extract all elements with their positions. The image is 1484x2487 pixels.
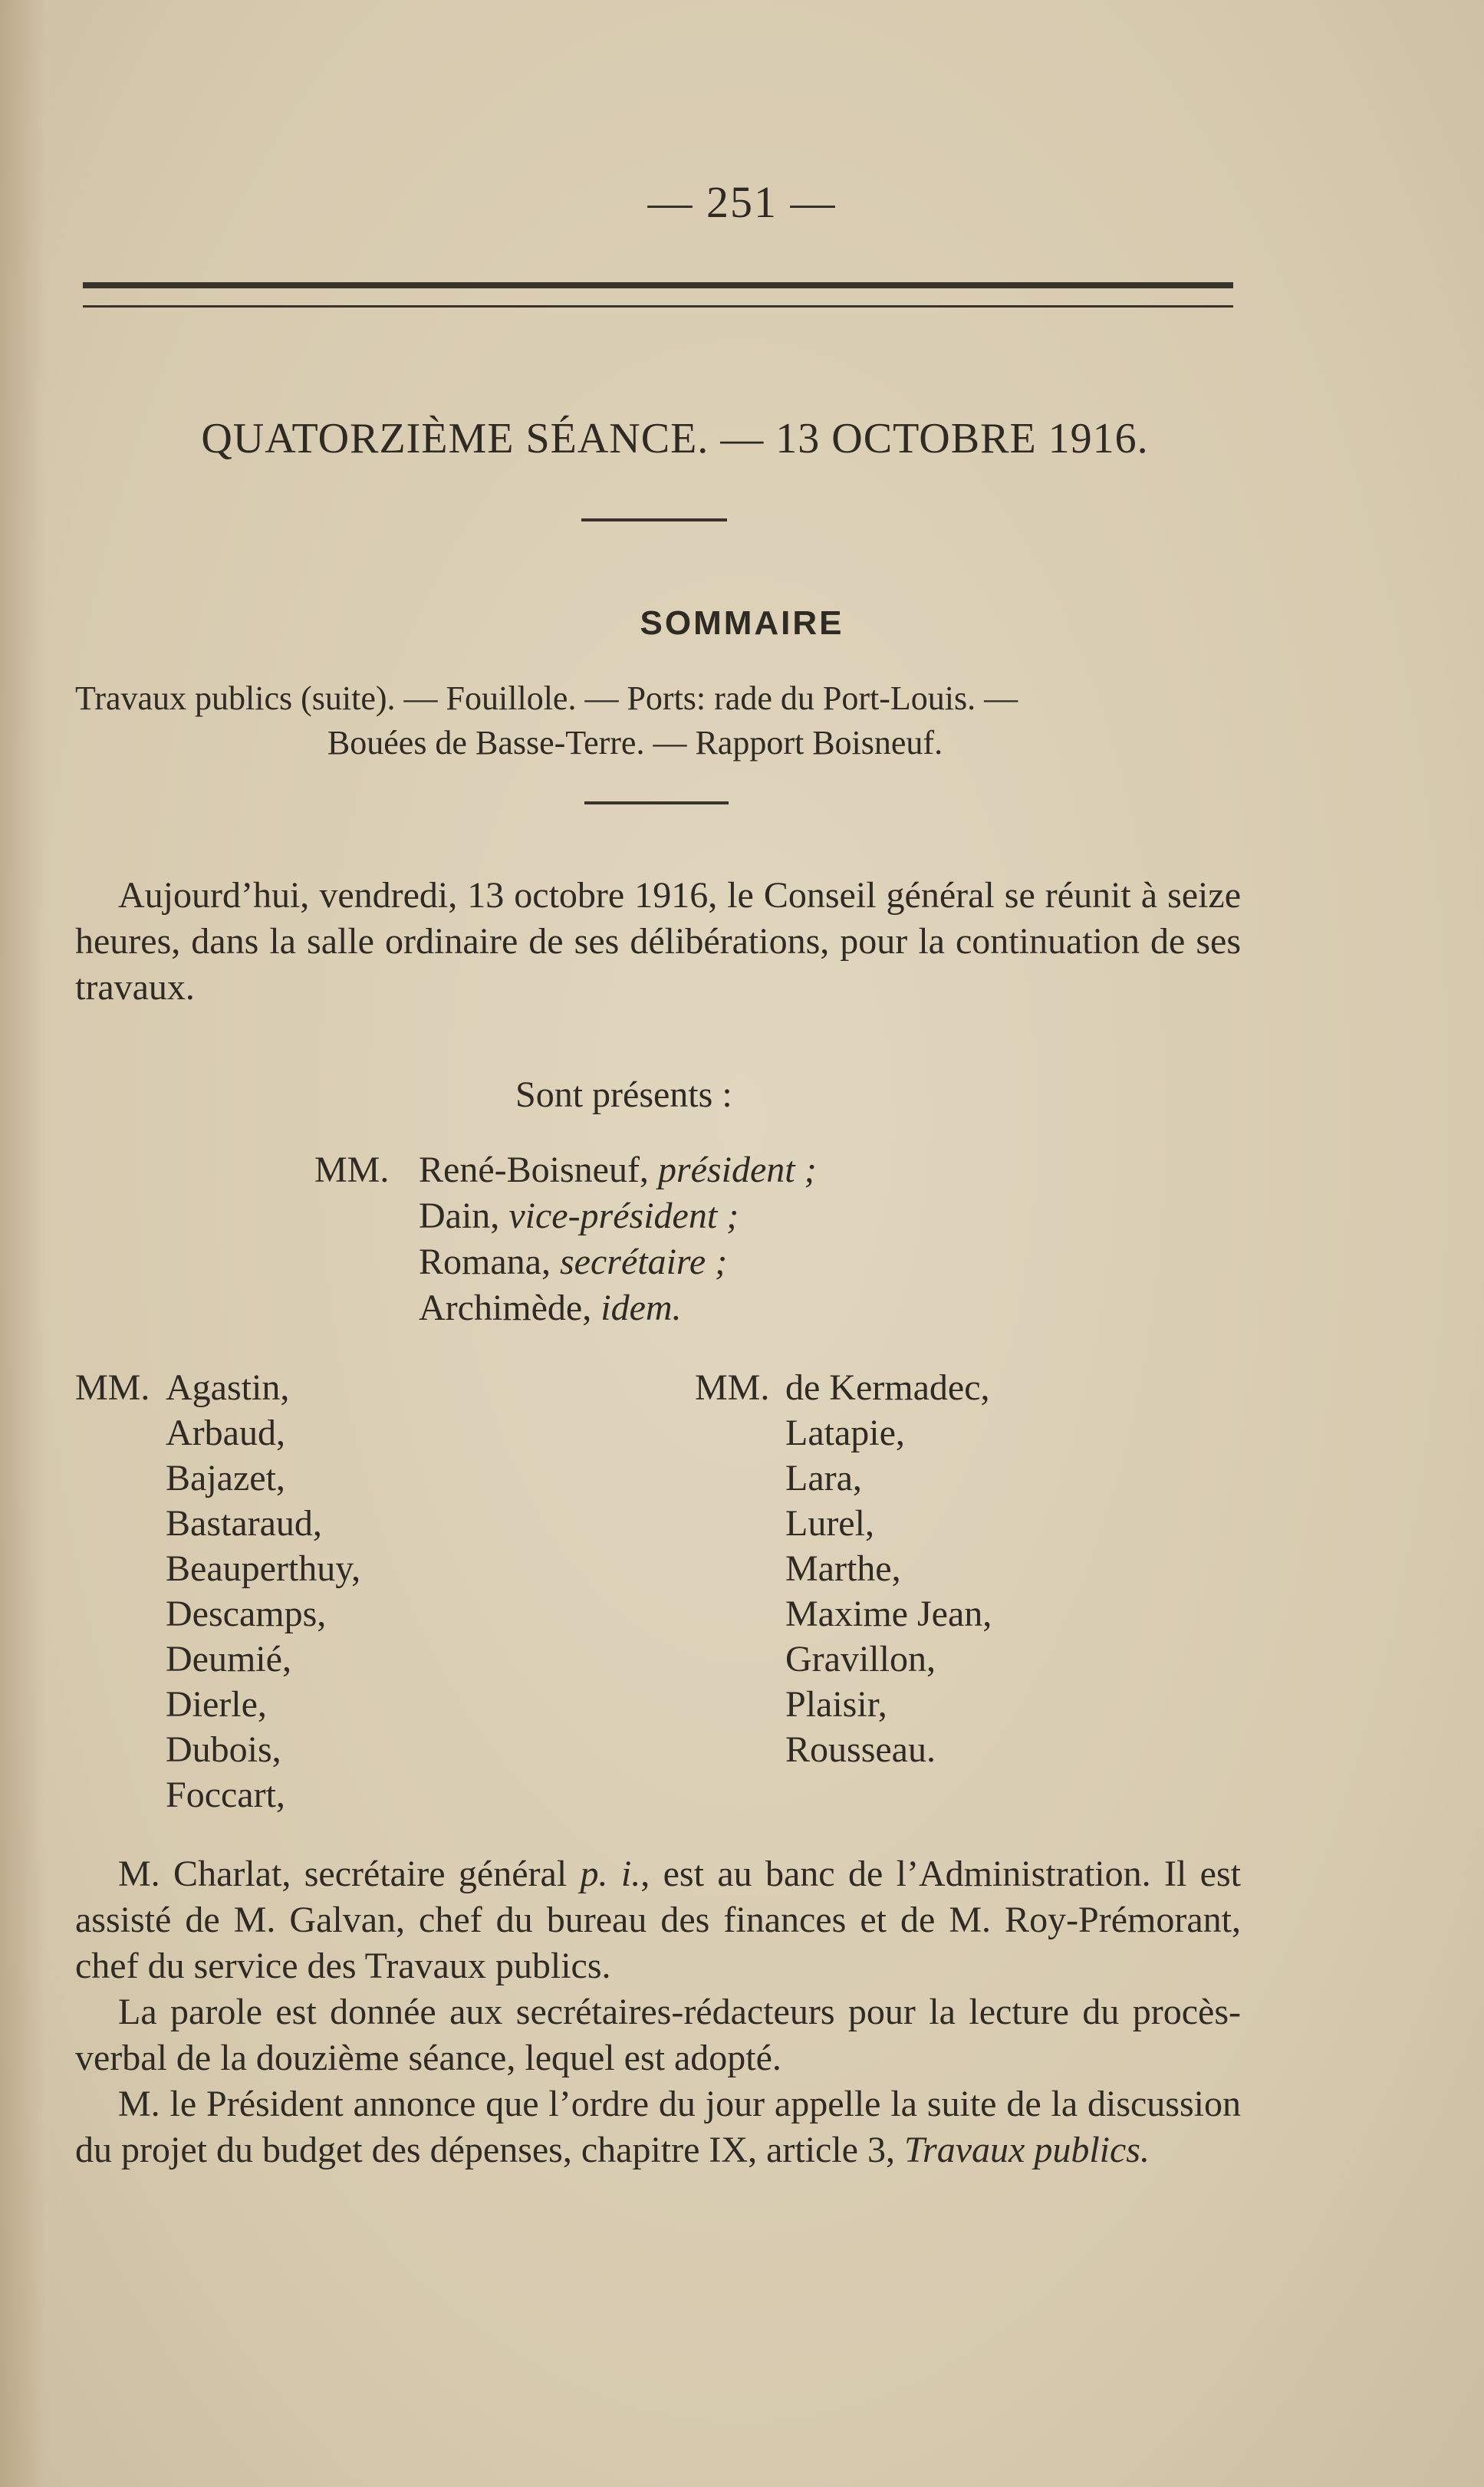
sommaire-heading: SOMMAIRE bbox=[640, 604, 844, 642]
member-name: Bajazet, bbox=[166, 1458, 285, 1498]
officer-role: secrétaire ; bbox=[559, 1242, 728, 1282]
header-thin-rule bbox=[83, 305, 1233, 308]
session-title: QUATORZIÈME SÉANCE. — 13 OCTOBRE 1916. bbox=[201, 415, 1149, 462]
member-name: Gravillon, bbox=[785, 1639, 936, 1679]
sommaire-text bbox=[75, 676, 1241, 765]
paragraph-text: M. le Président annonce que l’ordre du jour appelle la suite de la discussion du projet du budget des dépenses, chapitre IX, article 3, bbox=[75, 2084, 1241, 2170]
member-row bbox=[75, 1727, 360, 1772]
member-row bbox=[695, 1591, 992, 1637]
member-name: Beauperthuy, bbox=[166, 1548, 361, 1589]
abbreviation: p. i. bbox=[580, 1854, 641, 1894]
officer-row bbox=[314, 1285, 817, 1331]
member-row bbox=[695, 1637, 992, 1682]
member-row bbox=[75, 1637, 360, 1682]
member-name: Lara, bbox=[785, 1458, 862, 1498]
member-name: Dubois, bbox=[166, 1729, 281, 1770]
officer-role: vice-président ; bbox=[508, 1196, 739, 1236]
opening-paragraph bbox=[75, 873, 1241, 1011]
member-row bbox=[695, 1682, 992, 1727]
members-left-mm: MM. bbox=[75, 1367, 150, 1408]
member-name: Agastin, bbox=[166, 1367, 290, 1408]
officer-name: Archimède, bbox=[419, 1288, 592, 1328]
presents-label: Sont présents : bbox=[515, 1074, 732, 1115]
member-name: Rousseau. bbox=[785, 1729, 936, 1770]
header-thick-rule bbox=[83, 282, 1233, 288]
member-row bbox=[695, 1501, 992, 1546]
member-name: Deumié, bbox=[166, 1639, 291, 1679]
member-row bbox=[75, 1546, 360, 1591]
title-divider bbox=[581, 518, 727, 521]
member-row bbox=[695, 1410, 992, 1456]
officer-role: président ; bbox=[657, 1150, 817, 1190]
paragraph-administration bbox=[75, 1851, 1241, 1989]
member-row bbox=[75, 1501, 360, 1546]
members-right-column bbox=[695, 1365, 992, 1772]
member-row bbox=[695, 1546, 992, 1591]
member-row bbox=[75, 1456, 360, 1501]
member-row bbox=[75, 1365, 360, 1410]
minutes-body bbox=[75, 1851, 1241, 2173]
member-name: Latapie, bbox=[785, 1413, 905, 1453]
member-name: Bastaraud, bbox=[166, 1503, 322, 1544]
member-name: Arbaud, bbox=[166, 1413, 285, 1453]
officer-name: René-Boisneuf, bbox=[419, 1150, 649, 1190]
opening-paragraph-text: Aujourd’hui, vendredi, 13 octobre 1916, le Conseil général se réunit à seize heures, dans la salle ordinaire de ses délibérations, pour la continuation de ses travaux. bbox=[75, 875, 1241, 1008]
paragraph-ordre-du-jour bbox=[75, 2081, 1241, 2173]
member-name: Lurel, bbox=[785, 1503, 874, 1544]
page-number: — 251 — bbox=[647, 177, 837, 227]
member-name: Foccart, bbox=[166, 1775, 285, 1815]
officer-row bbox=[314, 1147, 817, 1193]
member-name: Dierle, bbox=[166, 1684, 267, 1725]
italic-title: Travaux publics. bbox=[903, 2130, 1150, 2170]
members-left-column bbox=[75, 1365, 360, 1818]
member-name: de Kermadec, bbox=[785, 1367, 990, 1408]
officer-name: Dain, bbox=[419, 1196, 500, 1236]
sommaire-divider bbox=[584, 801, 729, 804]
member-name: Descamps, bbox=[166, 1594, 327, 1634]
officer-row bbox=[314, 1193, 817, 1239]
member-row bbox=[75, 1410, 360, 1456]
officer-role: idem. bbox=[601, 1288, 682, 1328]
paragraph-proces-verbal: La parole est donnée aux secrétaires-rédacteurs pour la lecture du procès-verbal de la douzième séance, lequel est adopté. bbox=[75, 1992, 1241, 2078]
member-row bbox=[75, 1682, 360, 1727]
paragraph-text: , est au banc de l’Administration. Il est assisté de M. Galvan, chef du bureau des finances et de M. Roy-Prémorant, chef du service des Travaux publics. bbox=[75, 1854, 1241, 1986]
member-name: Marthe, bbox=[785, 1548, 901, 1589]
officer-row bbox=[314, 1239, 817, 1285]
paragraph-text: M. Charlat, secrétaire général bbox=[118, 1854, 581, 1894]
officer-name: Romana, bbox=[419, 1242, 551, 1282]
officers-list bbox=[314, 1147, 817, 1331]
member-name: Maxime Jean, bbox=[785, 1594, 992, 1634]
members-right-mm: MM. bbox=[695, 1367, 770, 1408]
member-row bbox=[695, 1456, 992, 1501]
sommaire-line-1: Travaux publics (suite). — Fouillole. — Ports: rade du Port-Louis. — bbox=[75, 679, 1018, 717]
member-row bbox=[695, 1365, 992, 1410]
member-row bbox=[695, 1727, 992, 1772]
member-name: Plaisir, bbox=[785, 1684, 887, 1725]
officers-mm: MM. bbox=[314, 1150, 390, 1190]
member-row bbox=[75, 1772, 360, 1818]
sommaire-line-2: Bouées de Basse-Terre. — Rapport Boisneuf. bbox=[327, 724, 943, 762]
member-row bbox=[75, 1591, 360, 1637]
